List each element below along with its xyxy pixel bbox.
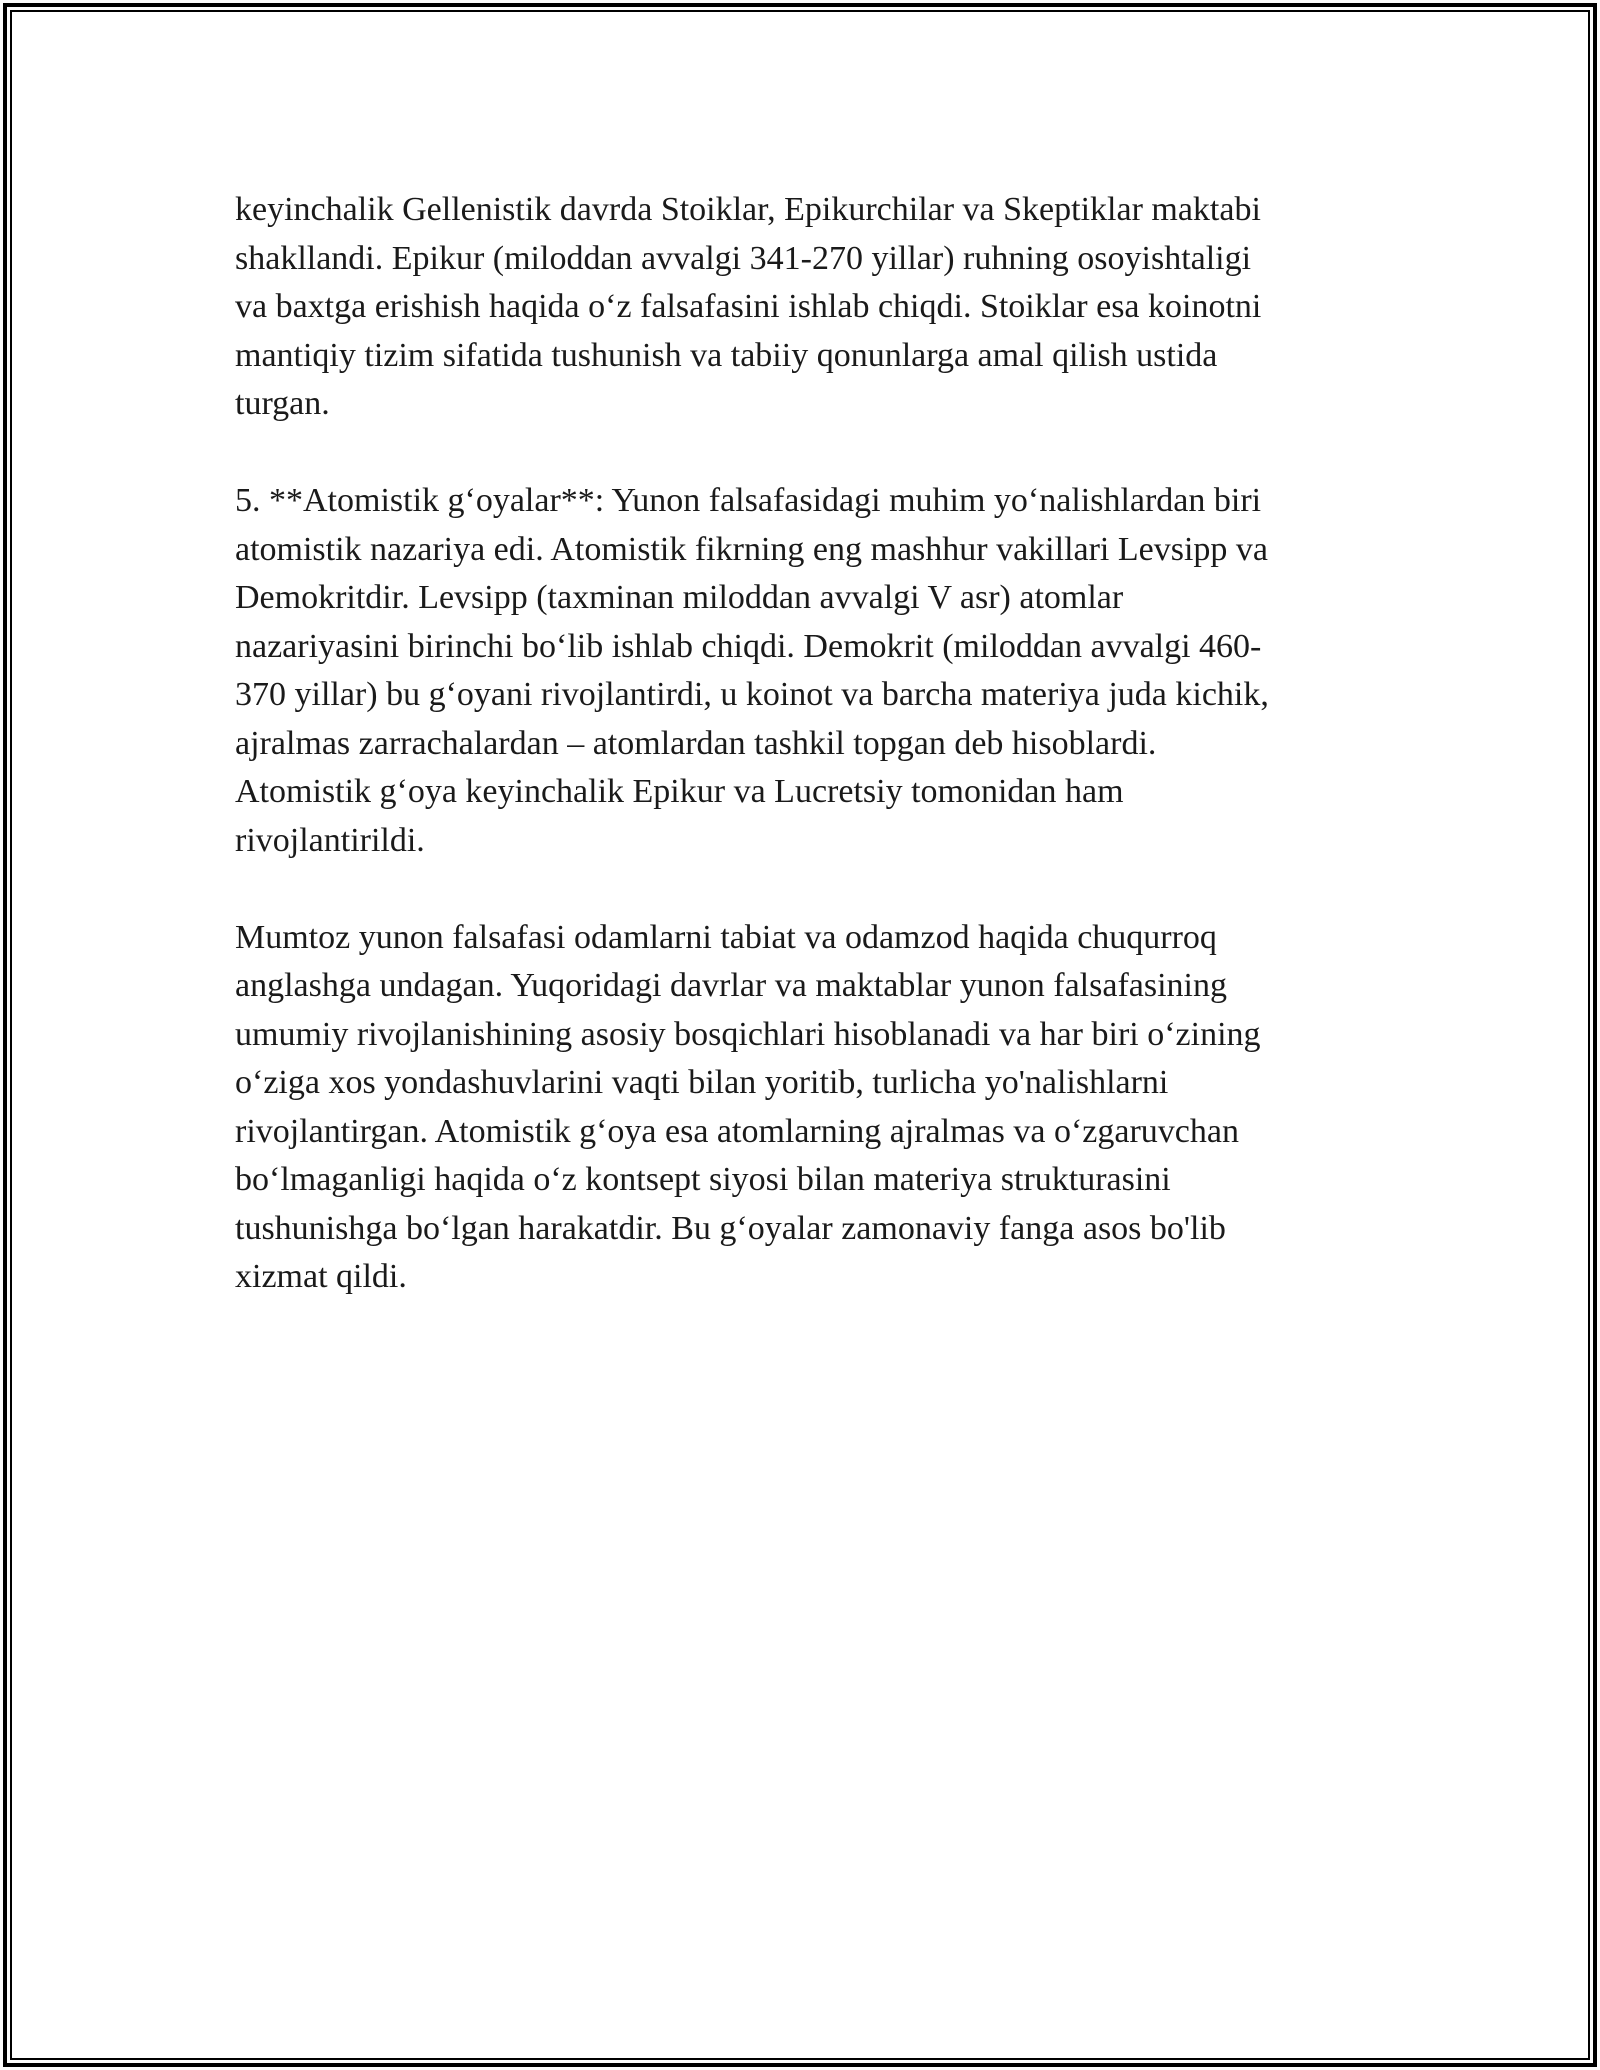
text-line: 5. **Atomistik g‘oyalar**: Yunon falsafasidagi muhim yo‘nalishlardan biri [235,482,1262,519]
text-line: Mumtoz yunon falsafasi odamlarni tabiat va odamzod haqida chuqurroq [235,918,1217,956]
text-line: 370 yillar) bu g‘oyani rivojlantirdi, u koinot va barcha materiya juda kichik, [235,676,1269,713]
text-line: rivojlantirildi. [235,821,425,859]
text-line: keyinchalik Gellenistik davrda Stoiklar, Epikurchilar va Skeptiklar maktabi [235,191,1261,228]
text-line: nazariyasini birinchi bo‘lib ishlab chiqdi. Demokrit (miloddan avvalgi 460- [235,627,1262,665]
text-line: xizmat qildi. [235,1258,407,1295]
text-line: umumiy rivojlanishining asosiy bosqichlari hisoblanadi va har biri o‘zining [235,1015,1261,1053]
text-line: anglashga undagan. Yuqoridagi davrlar va maktablar yunon falsafasining [235,967,1227,1004]
text-line: va baxtga erishish haqida o‘z falsafasini ishlab chiqdi. Stoiklar esa koinotni [235,288,1262,325]
paragraph-atomistic-ideas [235,477,1365,865]
paragraph-conclusion [235,914,1365,1302]
text-line: Atomistik g‘oya keyinchalik Epikur va Lucretsiy tomonidan ham [235,773,1124,810]
text-line: Demokritdir. Levsipp (taxminan miloddan avvalgi V asr) atomlar [235,579,1124,616]
text-line: rivojlantirgan. Atomistik g‘oya esa atomlarning ajralmas va o‘zgaruvchan [235,1112,1239,1150]
text-line: atomistik nazariya edi. Atomistik fikrning eng mashhur vakillari Levsipp va [235,530,1268,568]
text-line: ajralmas zarrachalardan – atomlardan tashkil topgan deb hisoblardi. [235,724,1157,762]
text-line: shakllandi. Epikur (miloddan avvalgi 341-270 yillar) ruhning osoyishtaligi [235,239,1252,277]
text-line: turgan. [235,385,330,422]
text-line: tushunishga bo‘lgan harakatdir. Bu g‘oyalar zamonaviy fanga asos bo'lib [235,1209,1226,1247]
paragraph-hellenistic-schools [235,186,1365,429]
text-line: mantiqiy tizim sifatida tushunish va tabiiy qonunlarga amal qilish ustida [235,336,1218,374]
document-body [235,186,1365,1350]
text-line: o‘ziga xos yondashuvlarini vaqti bilan yoritib, turlicha yo'nalishlarni [235,1064,1169,1101]
text-line: bo‘lmaganligi haqida o‘z kontsept siyosi bilan materiya strukturasini [235,1161,1171,1198]
